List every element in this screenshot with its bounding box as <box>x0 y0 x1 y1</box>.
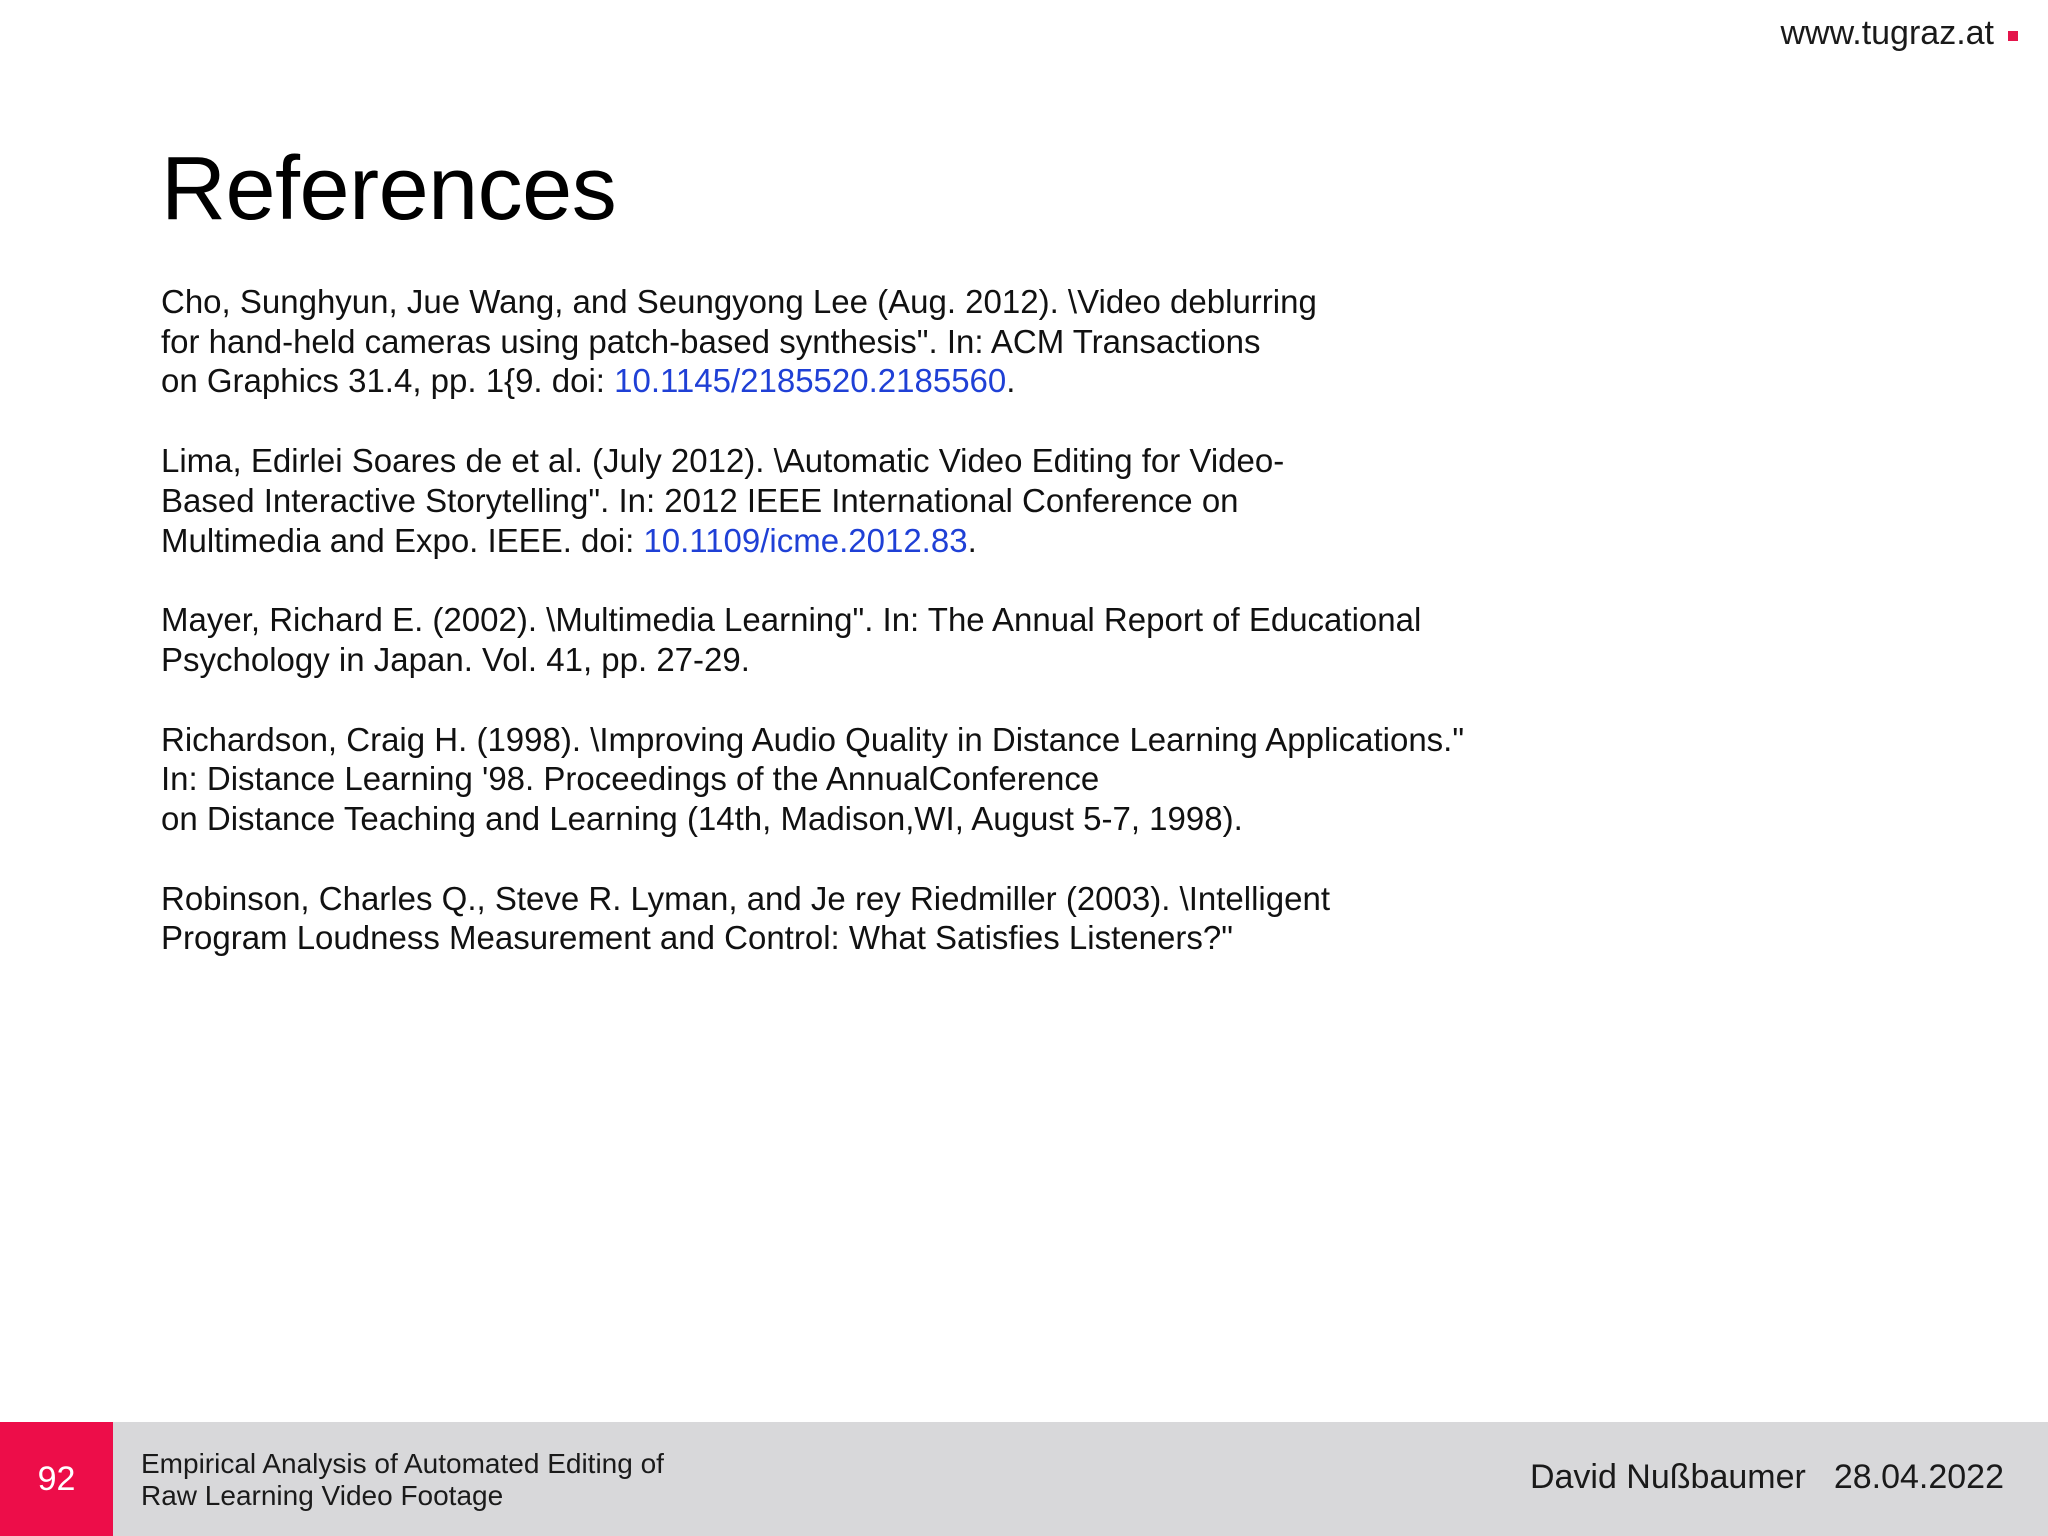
doi-link[interactable]: 10.1145/2185520.2185560 <box>614 362 1007 400</box>
reference-punct: . <box>967 521 977 559</box>
reference-item-richardson <box>161 720 1561 839</box>
footer-meta <box>1530 1458 2004 1497</box>
reference-line: Based Interactive Storytelling". In: 2012 IEEE International Conference on <box>161 481 1239 519</box>
reference-punct: . <box>1006 362 1016 400</box>
page-title: References <box>161 139 617 239</box>
reference-text: on Graphics 31.4, pp. 1{9. doi: <box>161 362 615 400</box>
reference-line: In: Distance Learning '98. Proceedings of the AnnualConference <box>161 760 1100 798</box>
reference-item-mayer <box>161 600 1561 679</box>
brand-square-icon <box>2008 31 2018 41</box>
reference-line-last <box>161 521 1561 561</box>
reference-line: Program Loudness Measurement and Control: What Satisfies Listeners?" <box>161 919 1233 957</box>
footer-presentation-title <box>141 1448 664 1512</box>
reference-item-lima <box>161 441 1561 560</box>
reference-text: Multimedia and Expo. IEEE. doi: <box>161 521 644 559</box>
doi-link[interactable]: 10.1109/icme.2012.83 <box>643 521 968 559</box>
reference-line: Robinson, Charles Q., Steve R. Lyman, and Je rey Riedmiller (2003). \Intelligent <box>161 879 1330 917</box>
reference-line: on Distance Teaching and Learning (14th, Madison,WI, August 5-7, 1998). <box>161 800 1243 838</box>
reference-line: Cho, Sunghyun, Jue Wang, and Seungyong Lee (Aug. 2012). \Video deblurring <box>161 283 1317 320</box>
page-number-badge: 92 <box>0 1422 113 1536</box>
site-url-header[interactable] <box>1780 14 2018 53</box>
site-url-text[interactable]: www.tugraz.at <box>1780 14 1994 52</box>
reference-line: for hand-held cameras using patch-based synthesis". In: ACM Transactions <box>161 322 1261 360</box>
reference-item-robinson <box>161 879 1561 958</box>
reference-item-cho <box>161 282 1561 401</box>
footer-date: 28.04.2022 <box>1833 1458 2004 1496</box>
footer-bar <box>0 1422 2048 1536</box>
footer-title-line: Empirical Analysis of Automated Editing of <box>141 1448 664 1479</box>
reference-line-last <box>161 361 1561 401</box>
footer-title-line: Raw Learning Video Footage <box>141 1480 504 1511</box>
reference-line: Mayer, Richard E. (2002). \Multimedia Learning". In: The Annual Report of Educational <box>161 601 1422 639</box>
reference-list <box>161 282 1561 998</box>
reference-line: Richardson, Craig H. (1998). \Improving Audio Quality in Distance Learning Applications." <box>161 720 1465 758</box>
reference-line: Psychology in Japan. Vol. 41, pp. 27-29. <box>161 640 750 678</box>
footer-author: David Nußbaumer <box>1529 1458 1806 1496</box>
reference-line: Lima, Edirlei Soares de et al. (July 2012). \Automatic Video Editing for Video- <box>161 442 1285 480</box>
